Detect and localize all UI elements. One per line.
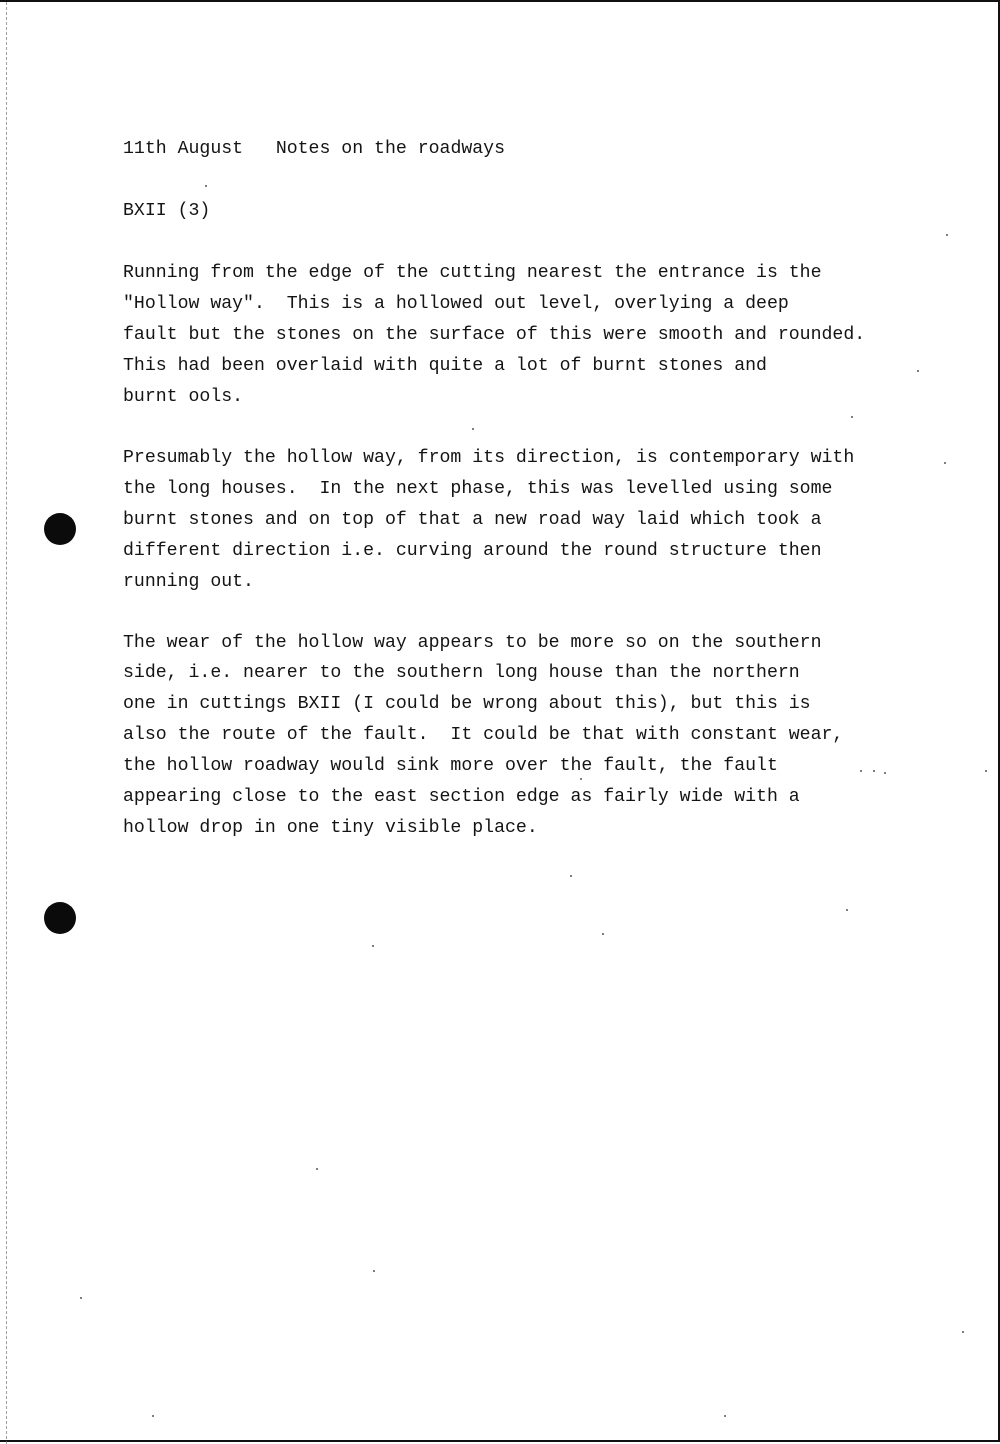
paragraph-3-line: appearing close to the east section edge as fairly wide with a — [123, 787, 800, 807]
paragraph-3-line: one in cuttings BXII (I could be wrong about this), but this is — [123, 694, 811, 714]
scan-speck — [205, 185, 207, 187]
scan-speck — [80, 1297, 82, 1299]
punch-hole-top — [44, 513, 76, 545]
scan-speck — [946, 234, 948, 236]
paragraph-2-line: different direction i.e. curving around the round structure then — [123, 541, 822, 561]
scan-speck — [580, 778, 582, 780]
paragraph-2-line: running out. — [123, 572, 254, 592]
scan-speck — [944, 462, 946, 464]
paragraph-3-line: hollow drop in one tiny visible place. — [123, 818, 538, 838]
page-left-edge — [6, 2, 7, 1444]
scan-speck — [373, 1270, 375, 1272]
paragraph-3-line: The wear of the hollow way appears to be more so on the southern — [123, 633, 822, 653]
scan-speck — [152, 1415, 154, 1417]
paragraph-3-line: also the route of the fault. It could be that with constant wear, — [123, 725, 844, 745]
scan-speck — [602, 933, 604, 935]
paragraph-3-line: side, i.e. nearer to the southern long house than the northern — [123, 663, 800, 683]
paragraph-1-line: "Hollow way". This is a hollowed out level, overlying a deep — [123, 294, 789, 314]
paragraph-2-line: burnt stones and on top of that a new road way laid which took a — [123, 510, 822, 530]
scan-speck — [860, 770, 862, 772]
scan-speck — [570, 875, 572, 877]
paragraph-2-line: the long houses. In the next phase, this was levelled using some — [123, 479, 833, 499]
scan-speck — [985, 770, 987, 772]
scan-speck — [316, 1168, 318, 1170]
scan-speck — [372, 945, 374, 947]
scan-speck — [917, 370, 919, 372]
paragraph-2-line: Presumably the hollow way, from its direction, is contemporary with — [123, 448, 855, 468]
note-title: Notes on the roadways — [275, 139, 506, 159]
cutting-reference: BXII (3) — [123, 201, 211, 221]
paragraph-1-line: This had been overlaid with quite a lot of burnt stones and — [123, 356, 767, 376]
scan-speck — [724, 1415, 726, 1417]
punch-hole-bottom — [44, 902, 76, 934]
note-date: 11th August — [123, 139, 244, 159]
note-heading — [123, 138, 505, 160]
scan-speck — [472, 428, 474, 430]
scan-speck — [846, 909, 848, 911]
paragraph-1-line: burnt ools. — [123, 387, 244, 407]
paragraph-1-line: fault but the stones on the surface of this were smooth and rounded. — [123, 325, 866, 345]
scan-speck — [884, 772, 886, 774]
scan-speck — [962, 1331, 964, 1333]
paragraph-1-line: Running from the edge of the cutting nearest the entrance is the — [123, 263, 822, 283]
scan-speck — [851, 416, 853, 418]
scan-speck — [873, 770, 875, 772]
paragraph-3-line: the hollow roadway would sink more over the fault, the fault — [123, 756, 778, 776]
